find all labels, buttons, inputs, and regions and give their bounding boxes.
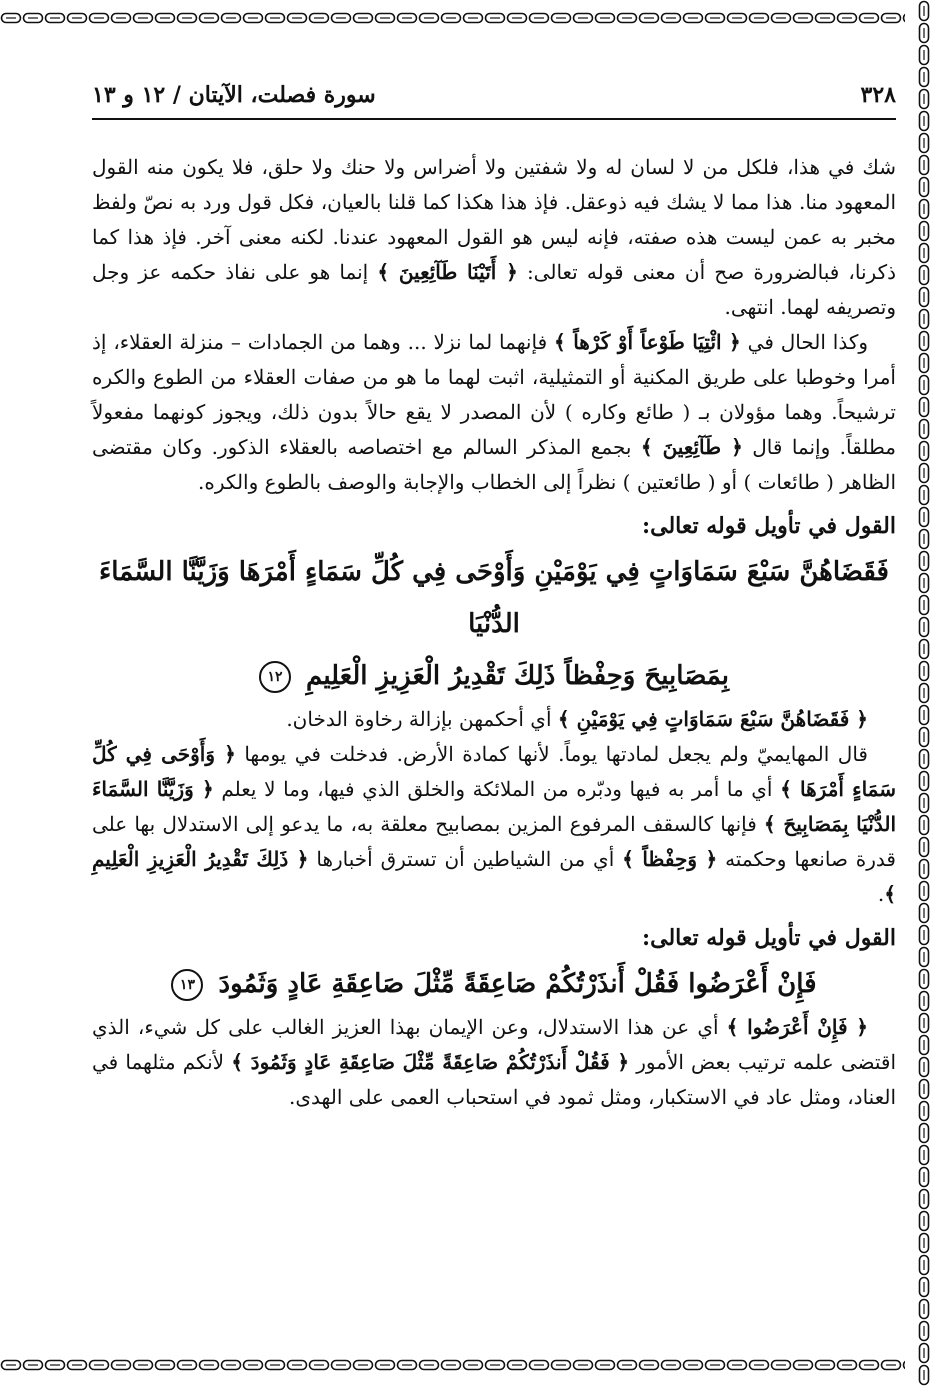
quran-quote: ﴿ ذَلِكَ تَقْدِيرُ الْعَزِيزِ الْعَلِيمِ ﴾ [92,847,896,906]
verse-12-line-2 [92,650,896,702]
text-segment: فإنهما لما نزلا ... وهما من الجمادات – منزلة العقلاء، إذ أمرا وخوطبا على طريق المكنية أو التمثيلية، اثبت لهما ما هو من صفات العقلاء من الطوع والكره ترشيحاً. وهما مؤولان بـ ( طائع وكاره ) لأن المصدر لا يقع حالاً بدون ذلك، ويجوز كونهما مفعولاً مطلقاً. وإنما قال [92,330,896,459]
right-chain-border [905,0,943,1386]
text-segment: وكذا الحال في [747,330,869,354]
verse-12-line-1: فَقَضَاهُنَّ سَبْعَ سَمَاوَاتٍ فِي يَوْمَيْنِ وَأَوْحَى فِي كُلِّ سَمَاءٍ أَمْرَهَا وَزَيَّنَّا السَّمَاءَ الدُّنْيَا [99,557,889,639]
top-chain-border [0,0,943,36]
book-page [92,74,896,1314]
ayah-number-badge: ١٣ [171,969,203,1001]
paragraph-1 [92,150,896,325]
paragraph-2 [92,325,896,500]
paragraph-4 [92,737,896,912]
bottom-chain-border [0,1350,943,1386]
text-segment: أي من الشياطين أن تسترق أخبارها [316,847,615,871]
page-header [92,74,896,120]
text-segment: شك في هذا، فلكل من لا لسان له ولا شفتين ولا أضراس ولا حنك ولا حلق، فلا يكون منه القول المعهود منا. هذا مما لا يشك فيه ذوعقل. فإذ هذا هكذا كما قلنا بالعيان، فكل قول ورد به نصّ ولفظ مخبر به عمن ليست هذه صفته، فإنه ليس هو القول المعهود عندنا. لكنه معنى آخر. فإذ هذا كما ذكرنا، فبالضرورة صح أن معنى قوله تعالى: [92,155,897,284]
section-heading: القول في تأويل قوله تعالى: [642,925,896,951]
quran-quote: ﴿ وَزَيَّنَّا السَّمَاءَ الدُّنْيَا بِمَصَابِيحَ ﴾ [92,777,897,836]
verse-text: بِمَصَابِيحَ وَحِفْظاً ذَلِكَ تَقْدِيرُ الْعَزِيزِ الْعَلِيمِ [306,661,730,691]
paragraph-3 [92,702,896,737]
text-segment: إنما هو على نفاذ حكمه عز وجل وتصريفه لهما. انتهى. [92,260,896,319]
text-segment: أي ما أمر به فيها ودبّره من الملائكة والخلق الذي فيها، وما لا يعلم [221,777,773,801]
ayah-number-badge: ١٢ [259,661,291,693]
quran-quote: ﴿ وَأَوْحَى فِي كُلِّ سَمَاءٍ أَمْرَهَا ﴾ [92,742,896,801]
quran-quote: ﴿ فَقَضَاهُنَّ سَبْعَ سَمَاوَاتٍ فِي يَوْمَيْنِ ﴾ [557,707,868,731]
text-segment: أي عن هذا الاستدلال، وعن الإيمان بهذا العزيز الغالب على كل شيء، الذي اقتضى علمه ترتيب بعض الأمور [92,1015,896,1074]
section-heading: القول في تأويل قوله تعالى: [642,513,896,539]
text-segment: فإنها كالسقف المرفوع المزين بمصابيح معلقة به، ما يدعو إلى الاستدلال بها على قدرة صانعها وحكمته [92,812,896,871]
text-segment: . [877,882,885,906]
quran-quote: ﴿ طَآئِعِينَ ﴾ [640,435,743,459]
text-segment: قال المهايميّ ولم يجعل لمادتها يوماً. لأنها كمادة الأرض. فدخلت في يومها [244,742,868,766]
quran-quote: ﴿ أَتَيْنَا طَآئِعِينَ ﴾ [377,260,518,284]
quran-quote: ﴿ وَحِفْظاً ﴾ [622,847,718,871]
text-segment: أي أحكمهن بإزالة رخاوة الدخان. [286,707,552,731]
verse-text: فَإِنْ أَعْرَضُوا فَقُلْ أَنذَرْتُكُمْ صَاعِقَةً مِّثْلَ صَاعِقَةِ عَادٍ وَثَمُودَ [218,969,817,999]
verse-13 [92,958,896,1010]
text-segment: بجمع المذكر السالم مع اختصاصه بالعقلاء الذكور. وكان مقتضى الظاهر ( طائعات ) أو ( طائعتين ) نظراً إلى الخطاب والإجابة والوصف بالطوع والكره. [92,435,896,494]
quran-quote: ﴿ فَإِنْ أَعْرَضُوا ﴾ [726,1015,869,1039]
paragraph-5 [92,1010,896,1115]
quran-quote: ﴿ ائْتِيَا طَوْعاً أَوْ كَرْهاً ﴾ [554,330,741,354]
page-number: ٣٢٨ [860,82,896,108]
quran-quote: ﴿ فَقُلْ أَنذَرْتُكُمْ صَاعِقَةً مِّثْلَ صَاعِقَةِ عَادٍ وَثَمُودَ ﴾ [231,1050,630,1074]
text-segment: لأنكم مثلهما في العناد، ومثل عاد في الاستكبار، ومثل ثمود في استحباب العمى على الهدى. [92,1050,896,1109]
running-title: سورة فصلت، الآيتان / ١٢ و ١٣ [92,82,376,108]
